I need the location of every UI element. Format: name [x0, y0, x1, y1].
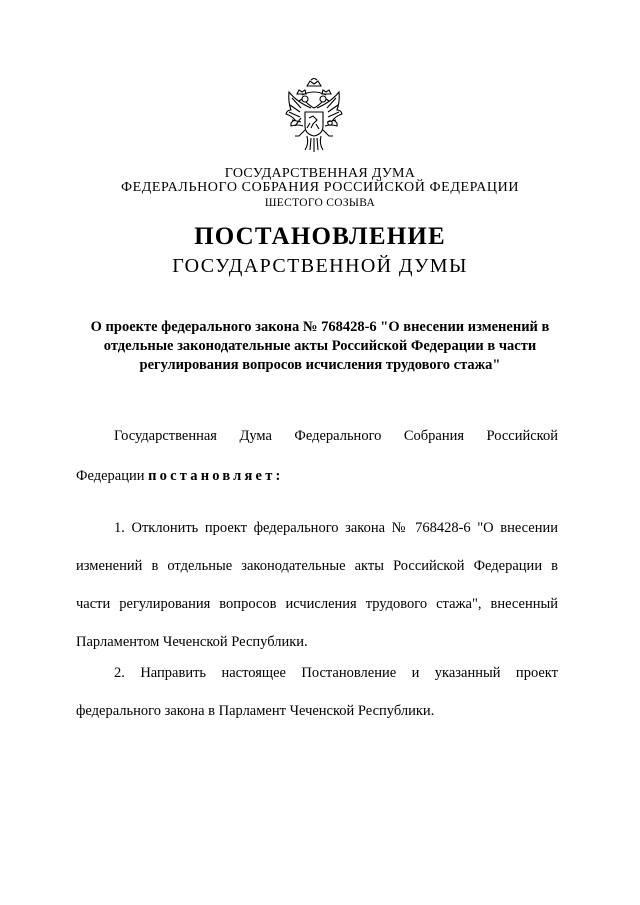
item-line: Парламентом Чеченской Республики.	[76, 634, 308, 650]
header-federal-assembly: ФЕДЕРАЛЬНОГО СОБРАНИЯ РОССИЙСКОЙ ФЕДЕРАЦИИ	[120, 180, 520, 195]
subject-line: отдельные законодательные акты Российской Федерации в части	[103, 338, 537, 354]
document-title: ПОСТАНОВЛЕНИЕ	[194, 223, 446, 250]
item-line: 1. Отклонить проект федерального закона № 768428-6 "О внесении	[114, 520, 558, 536]
item-line: федерального закона в Парламент Чеченской Республики.	[76, 703, 435, 719]
item-line: 2. Направить настоящее Постановление и указанный проект	[114, 665, 558, 681]
item-line: части регулирования вопросов исчисления трудового стажа", внесенный	[76, 596, 558, 612]
russian-coat-of-arms-icon	[283, 78, 345, 156]
resolution-verb: постановляет:	[148, 468, 284, 484]
document-subject	[60, 318, 580, 375]
item-line: изменений в отдельные законодательные акты Российской Федерации в	[76, 558, 558, 574]
header-convocation: ШЕСТОГО СОЗЫВА	[264, 197, 376, 209]
preamble-line	[76, 466, 558, 486]
document-subtitle: ГОСУДАРСТВЕННОЙ ДУМЫ	[172, 255, 468, 277]
preamble-line: Государственная Дума Федерального Собрания Российской	[114, 428, 558, 444]
preamble-text: Федерации	[76, 468, 149, 484]
subject-line: регулирования вопросов исчисления трудового стажа"	[139, 357, 501, 373]
header-duma: ГОСУДАРСТВЕННАЯ ДУМА	[224, 166, 416, 181]
subject-line: О проекте федерального закона № 768428-6 "О внесении изменений в	[90, 319, 550, 335]
